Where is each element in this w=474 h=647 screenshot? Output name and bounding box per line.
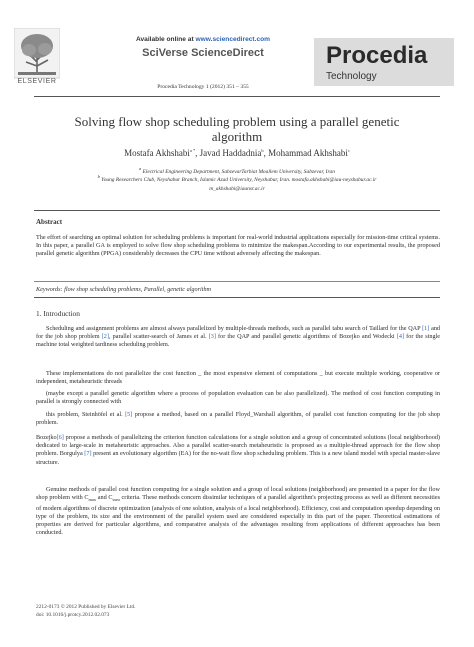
header-rule [34,96,440,97]
citation-2[interactable]: [2] [101,333,109,341]
author-1-marks: a * [189,148,196,153]
sciencedirect-link[interactable]: www.sciencedirect.com [195,36,270,43]
affiliation-b: $^b$ Young Researchers Club, Neyshabur Branch, Islamic Azad University, Neyshabur, Iran. mostafa.akhshabi@iau-neyshabur.ac.ir [97,174,377,184]
abstract-heading: Abstract [36,218,63,226]
procedia-brand-subtitle: Technology [326,71,377,82]
author-1: Mostafa Akhshabi [124,148,190,158]
elsevier-label: ELSEVIER [17,78,57,85]
footer-doi: doi: 10.1016/j.protcy.2012.02.073 [36,612,110,618]
introduction-heading: 1. Introduction [36,309,80,318]
affiliation-c-text: m_akhshabi@iaunsr.ac.ir [209,185,265,192]
article-title [30,114,444,144]
author-2: Javad Haddadnia [199,148,262,158]
affiliation-a-text: Electrical Engineering Department, SabzevarTarbiat Moallem University, Sabzevar, Iran [142,169,335,175]
procedia-brand-title: Procedia [326,42,428,69]
citation-6[interactable]: [6] [56,434,64,441]
procedia-brand-box [314,38,454,86]
intro-paragraph-5: Bozejko[6] propose a methods of parallelizing the criterion function calculations for a single solution and a group of concentrated solutions (local neighborhood) dedicated to large-scale in metaheuristic approaches. Also a parallel scatter-search metaheuristic is proposed as a multiple-thread approach for the flow shop problem. Borgulya [7] present an evolutionary algorithm (EA) for the no-wait flow shop scheduling problem. This is a new island model with special master-slave structure. [36,434,440,466]
article-title-line-1: Solving flow shop scheduling problem using a parallel genetic [74,114,400,129]
citation-4[interactable]: [4] [396,333,405,341]
subscript-sum: sum [112,497,120,503]
available-online-text: Available online at [135,36,194,43]
citation-7[interactable]: [7] [84,450,92,458]
keywords: Keywords: flow shop scheduling problems, Parallel, genetic algorithm [36,286,212,293]
author-list: Mostafa Akhshabi$^{a *}$, Javad Haddadnia$^b$, Mohammad Akhshabi$^c$ [124,148,350,158]
article-title-line-2: algorithm [211,129,263,144]
intro-paragraph-4: this problem, Steinhöfel et al. [5] propose a method, based on a parallel Floyd_Warshall algorithm, of parallel cost function computing for the job shop problem. [36,411,440,427]
intro-paragraph-1: Scheduling and assignment problems are almost always parallelized by multiple-threads methods, such as parallel tabu search of Taillard for the QAP [1] and for the job shop problem [2], parallel scatter-search of James et al. [3] for the QAP and parallel genetic algorithms of Bozejko and Wodecki [4] for the single machine total weighted tardiness scheduling problem. [36,325,441,349]
abstract-bottom-rule [34,297,440,298]
sciverse-sciencedirect: SciVerse ScienceDirect [142,47,264,59]
elsevier-logo [14,28,60,88]
abstract-top-rule [34,210,440,211]
affiliation-b-text: Young Researchers Club, Neyshabur Branch, Islamic Azad University, Neyshabur, Iran. mostafa.akhshabi@iau-neyshabur.ac.ir [101,177,377,184]
journal-reference: Procedia Technology 1 (2012) 351 – 355 [157,84,249,90]
intro-paragraph-3: (maybe except a parallel genetic algorithm where a process of population evaluation can be also parallelized). The method of cost function computing in parallel is strongly connected with [36,390,440,406]
intro-paragraph-6: Genuine methods of parallel cost function computing for a single solution and a group of local solutions (neighborhood) are presented in a paper for the flow shop problem with $C_{max}$ and $C_{sum}$ criteria. These methods concern dissimilar techniques of a parallel algorithm's projecting process as well as different necessities of modern algorithms of discrete optimization (analysis of one solution, analysis of a local neighborhood). Efficiency, cost and computation speedup depending on type of the problem, its size and the environment of the parallel system used are considered especially in this part of the paper. Theoretical estimations of properties are derived for particular algorithms, and comparative analysis of the advantages resulting from applications of different approaches has been conducted. [36,486,441,537]
citation-1[interactable]: [1] [422,325,430,332]
author-3-marks: c [347,148,350,153]
subscript-max: max [88,497,97,503]
author-2-marks: b [261,148,264,153]
citation-3[interactable]: [3] [208,333,216,341]
author-3: Mohammad Akhshabi [268,148,348,158]
affiliation-c [40,185,434,193]
citation-5[interactable]: [5] [125,411,133,418]
abstract-mid-rule [34,281,440,282]
intro-paragraph-2: These implementations do not parallelize the cost function _ the most expensive element of computations _ but execute multiple working, cooperative or independent, metaheuristic threads [36,370,440,386]
footer-copyright: 2212-0173 © 2012 Published by Elsevier Ltd. [36,604,136,610]
abstract-text: The effort of searching an optimal solution for scheduling problems is important for real-world industrial applications especially for mission-time critical systems. In this paper, a parallel GA is employed to solve flow shop scheduling problems to minimize the makespan.According to our experimental results, the proposed parallel genetic algorithm (PPGA) considerably decreases the CPU time without adversely affecting the makespan. [36,234,440,258]
affiliation-a: $^a$ Electrical Engineering Department, SabzevarTarbiat Moallem University, Sabzevar, Iran [139,166,335,175]
available-online [118,36,288,43]
affiliations [40,168,434,193]
